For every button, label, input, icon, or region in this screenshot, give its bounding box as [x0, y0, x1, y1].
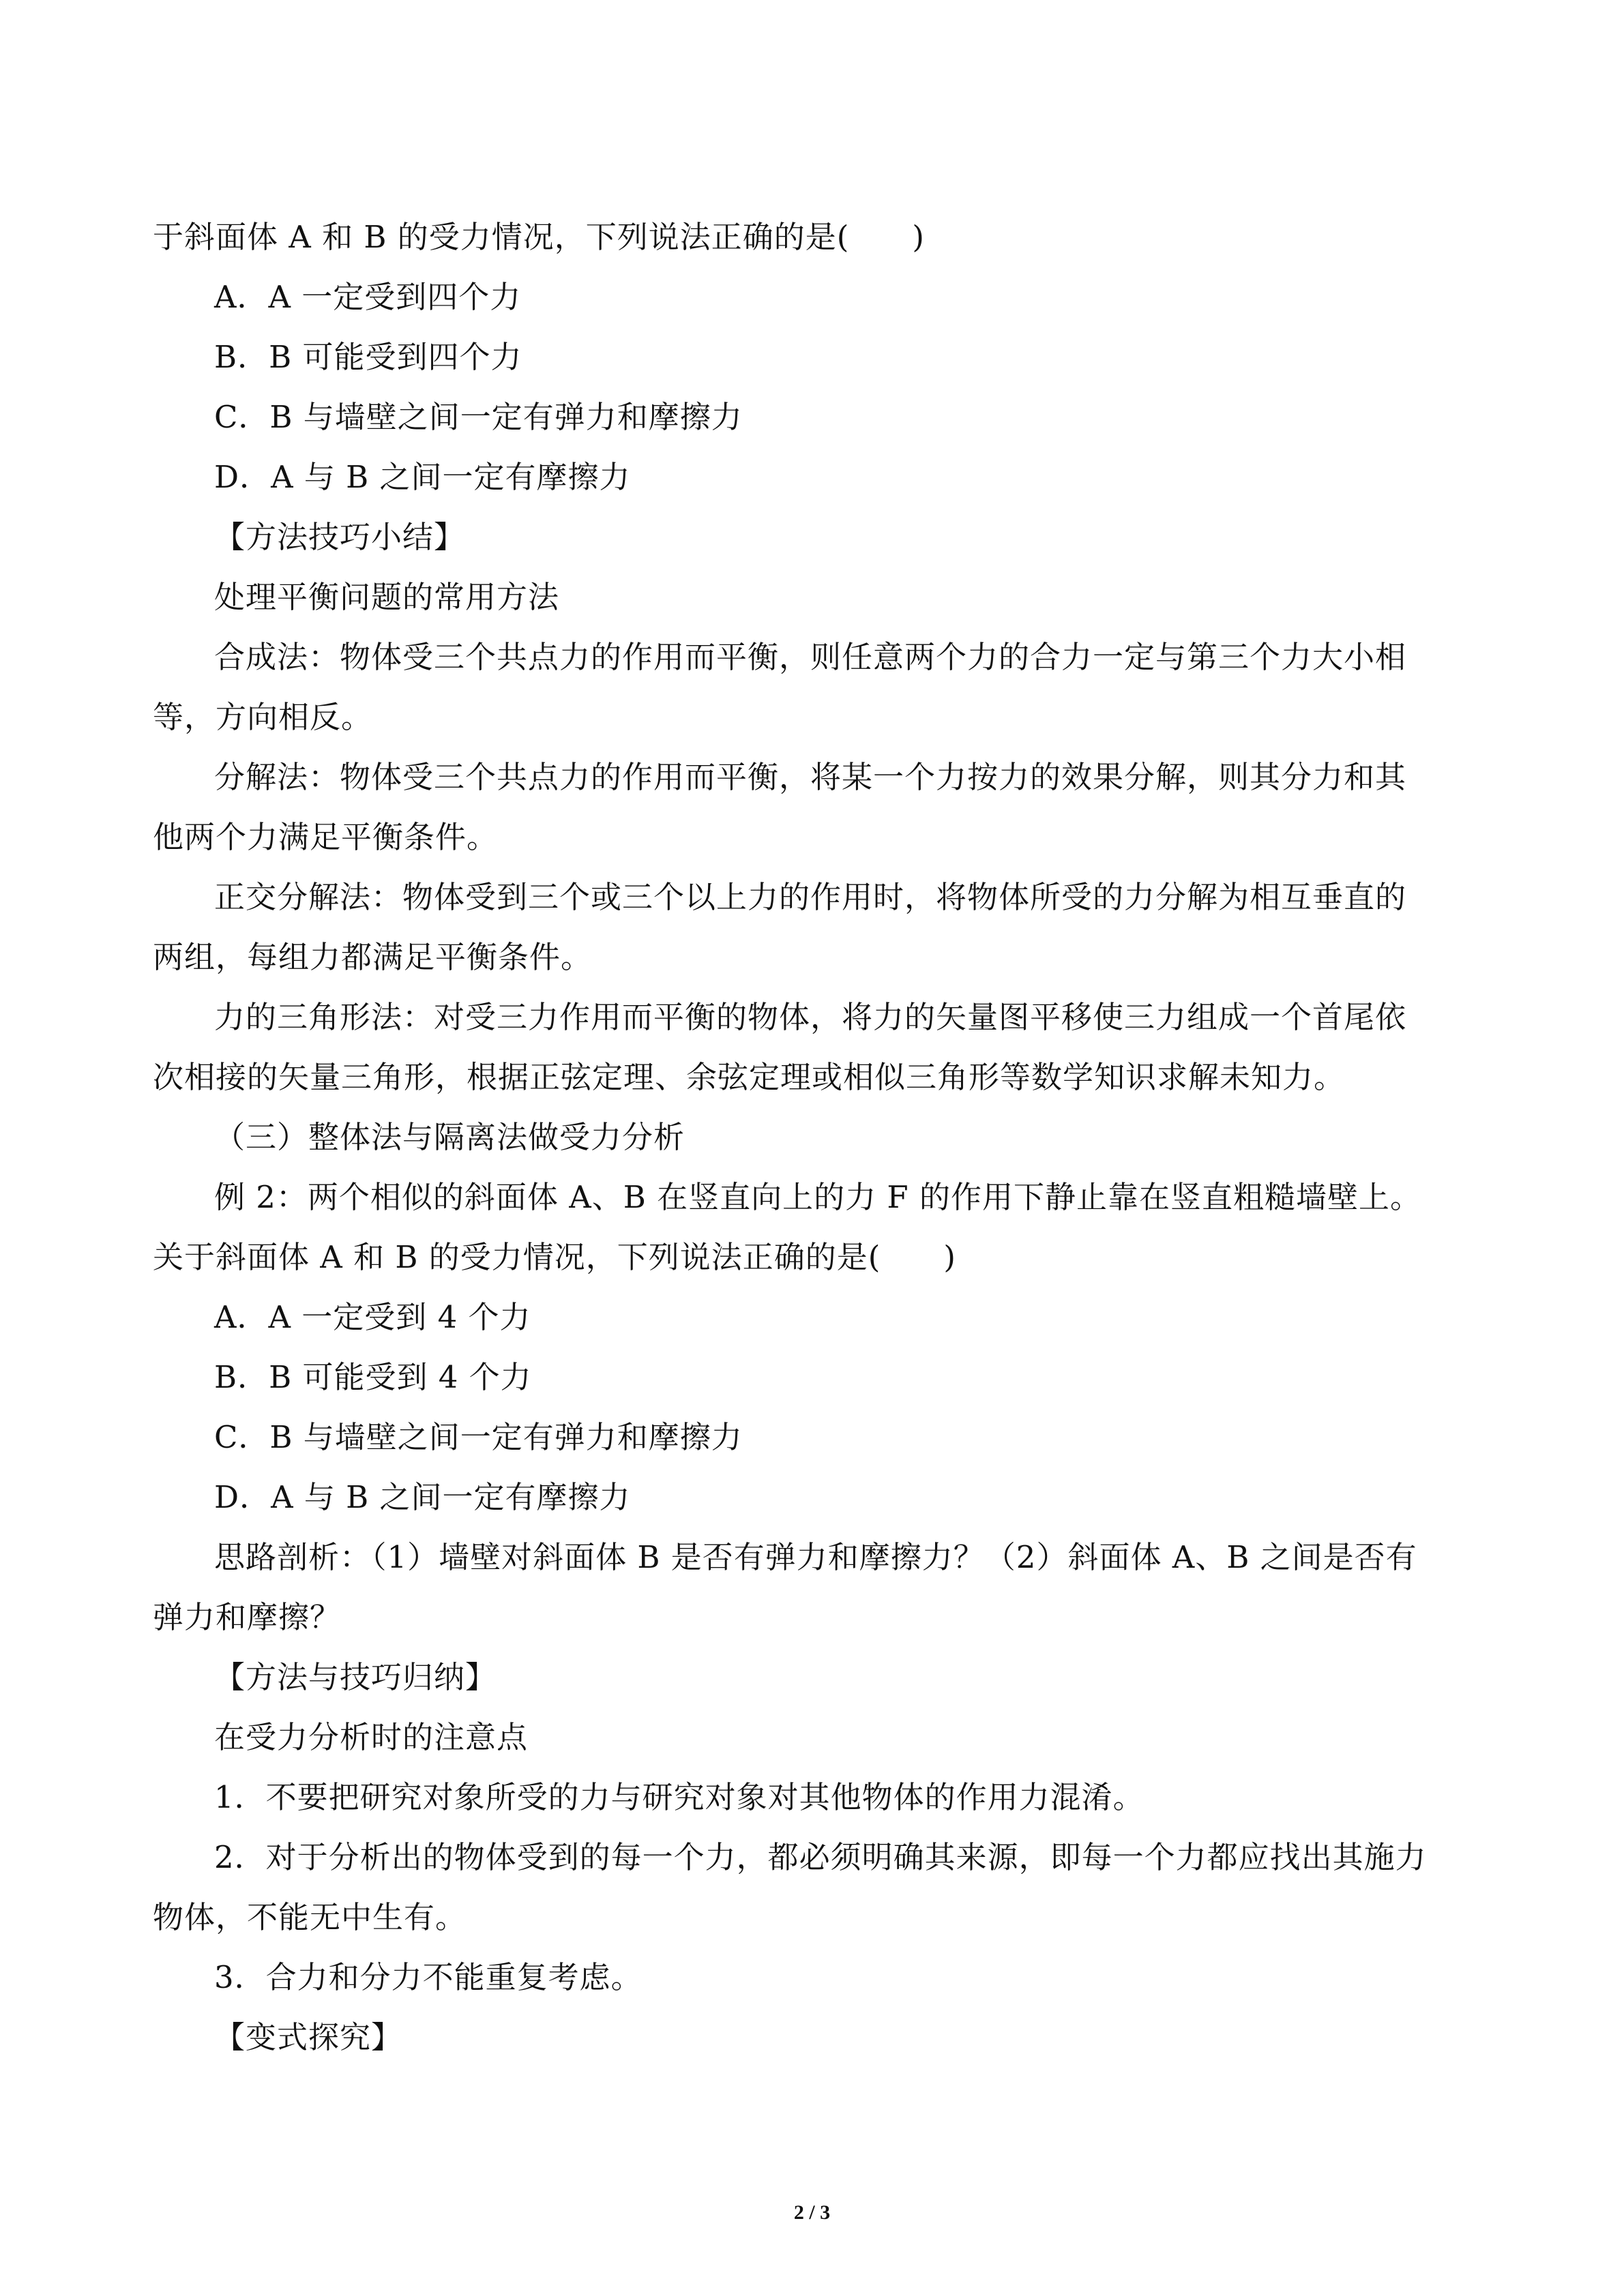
section-heading: 【方法技巧小结】: [214, 519, 466, 555]
section-heading: 【方法与技巧归纳】: [214, 1659, 497, 1695]
option-d: D．A 与 B 之间一定有摩擦力: [214, 1479, 631, 1515]
list-item: 2．对于分析出的物体受到的每一个力，都必须明确其来源，即每一个力都应找出其施力: [214, 1839, 1427, 1875]
page-number: 2 / 3: [793, 2201, 831, 2224]
text-line: 力的三角形法：对受三力作用而平衡的物体，将力的矢量图平移使三力组成一个首尾依: [214, 999, 1407, 1035]
text-line: 次相接的矢量三角形，根据正弦定理、余弦定理或相似三角形等数学知识求解未知力。: [153, 1059, 1346, 1095]
option-c: C．B 与墙壁之间一定有弹力和摩擦力: [214, 399, 743, 435]
text-line: 处理平衡问题的常用方法: [214, 579, 560, 615]
example-text: 例 2：两个相似的斜面体 A、B 在竖直向上的力 F 的作用下静止靠在竖直粗糙墙壁上。: [214, 1179, 1421, 1215]
option-d: D．A 与 B 之间一定有摩擦力: [214, 459, 631, 495]
text-line: 他两个力满足平衡条件。: [153, 819, 499, 855]
section-heading: 【变式探究】: [214, 2019, 403, 2055]
option-c: C．B 与墙壁之间一定有弹力和摩擦力: [214, 1419, 743, 1455]
option-b: B．B 可能受到四个力: [214, 339, 522, 375]
text-line: 于斜面体 A 和 B 的受力情况，下列说法正确的是( ): [153, 219, 925, 255]
text-line: 在受力分析时的注意点: [214, 1719, 529, 1755]
text-line: 分解法：物体受三个共点力的作用而平衡，将某一个力按力的效果分解，则其分力和其: [214, 759, 1407, 795]
list-item: 物体，不能无中生有。: [153, 1899, 467, 1935]
example-text: 关于斜面体 A 和 B 的受力情况，下列说法正确的是( ): [153, 1239, 956, 1275]
section-heading: （三）整体法与隔离法做受力分析: [214, 1119, 685, 1155]
text-line: 思路剖析：（1）墙壁对斜面体 B 是否有弹力和摩擦力？（2）斜面体 A、B 之间是否有: [214, 1539, 1417, 1575]
text-line: 等，方向相反。: [153, 699, 373, 735]
text-line: 弹力和摩擦？: [153, 1599, 342, 1635]
list-item: 3．合力和分力不能重复考虑。: [214, 1959, 643, 1995]
text-line: 正交分解法：物体受到三个或三个以上力的作用时，将物体所受的力分解为相互垂直的: [214, 879, 1407, 915]
text-line: 合成法：物体受三个共点力的作用而平衡，则任意两个力的合力一定与第三个力大小相: [214, 639, 1407, 675]
text-line: 两组，每组力都满足平衡条件。: [153, 939, 593, 975]
option-b: B．B 可能受到 4 个力: [214, 1359, 532, 1395]
option-a: A．A 一定受到四个力: [214, 279, 522, 315]
option-a: A．A 一定受到 4 个力: [214, 1299, 531, 1335]
list-item: 1．不要把研究对象所受的力与研究对象对其他物体的作用力混淆。: [214, 1779, 1145, 1815]
